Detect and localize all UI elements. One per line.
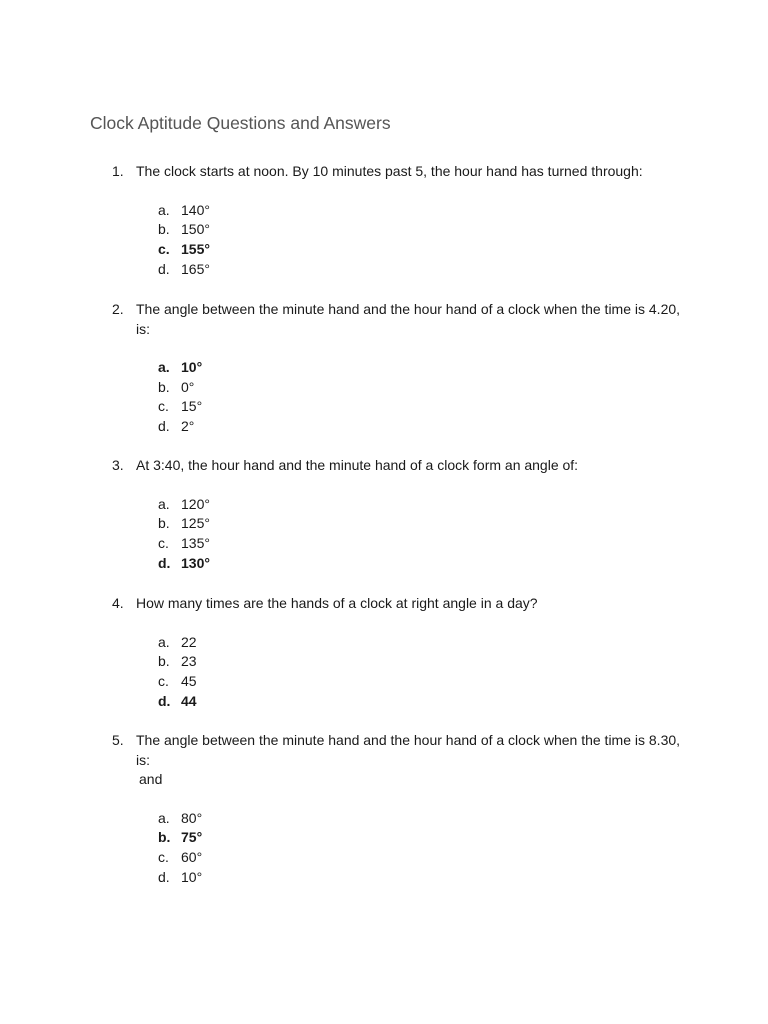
option-d	[158, 692, 682, 712]
question-number: 2.	[112, 301, 124, 317]
question-1	[112, 162, 682, 279]
option-letter: a.	[158, 201, 170, 218]
question-number: 5.	[112, 732, 124, 748]
option-value: 165°	[181, 260, 210, 277]
option-letter: a.	[158, 633, 170, 650]
option-value: 23	[181, 653, 197, 670]
option-letter: d.	[158, 868, 170, 885]
option-c	[158, 240, 682, 260]
question-number: 3.	[112, 457, 124, 473]
document-title: Clock Aptitude Questions and Answers	[90, 113, 391, 133]
option-value: 150°	[181, 221, 210, 238]
option-a	[158, 201, 682, 221]
option-value: 10°	[181, 359, 203, 375]
option-a	[158, 809, 682, 829]
option-value: 44	[181, 692, 197, 709]
question-5	[112, 731, 682, 887]
question-stem	[112, 300, 682, 339]
option-letter: c.	[158, 848, 169, 865]
question-2	[112, 300, 682, 437]
option-letter: d.	[158, 418, 170, 435]
question-stem	[112, 456, 682, 476]
option-value: 15°	[181, 398, 203, 415]
option-letter: b.	[158, 515, 170, 532]
option-value: 80°	[181, 809, 203, 826]
question-number: 1.	[112, 163, 124, 179]
question-text: At 3:40, the hour hand and the minute hand of a clock form an angle of:	[136, 457, 579, 473]
option-value: 0°	[181, 378, 195, 395]
option-c	[158, 848, 682, 868]
option-value: 22	[181, 633, 197, 650]
question-text: The angle between the minute hand and the hour hand of a clock when the time is 4.20, is:	[136, 301, 681, 337]
option-value: 75°	[181, 829, 203, 846]
option-letter: d.	[158, 260, 170, 277]
option-letter: c.	[158, 240, 170, 257]
answer-options	[112, 809, 682, 888]
question-stem	[112, 162, 682, 182]
option-d	[158, 260, 682, 280]
answer-options	[112, 495, 682, 574]
option-b	[158, 378, 682, 398]
option-letter: a.	[158, 809, 170, 826]
answer-options	[112, 201, 682, 280]
option-letter: c.	[158, 398, 169, 415]
option-letter: b.	[158, 221, 170, 238]
option-letter: c.	[158, 672, 169, 689]
option-c	[158, 672, 682, 692]
option-letter: a.	[158, 495, 170, 512]
answer-options	[112, 633, 682, 712]
answer-options	[112, 358, 682, 437]
option-b	[158, 220, 682, 240]
option-b	[158, 514, 682, 534]
question-4	[112, 594, 682, 711]
option-letter: a.	[158, 359, 170, 375]
option-letter: d.	[158, 554, 171, 571]
question-text: The angle between the minute hand and the hour hand of a clock when the time is 8.30, is:	[136, 732, 681, 768]
option-value: 120°	[181, 495, 210, 512]
option-a	[158, 633, 682, 653]
option-b	[158, 828, 682, 848]
question-number: 4.	[112, 595, 124, 611]
option-value: 140°	[181, 201, 210, 218]
option-letter: c.	[158, 534, 169, 551]
question-extra-text: and	[139, 771, 163, 787]
question-stem	[112, 594, 682, 614]
option-letter: b.	[158, 829, 171, 846]
option-value: 10°	[181, 868, 203, 885]
question-stem	[112, 731, 682, 770]
question-text: The clock starts at noon. By 10 minutes past 5, the hour hand has turned through:	[136, 163, 643, 179]
option-value: 2°	[181, 418, 195, 435]
option-a	[158, 358, 682, 378]
option-c	[158, 397, 682, 417]
option-value: 130°	[181, 554, 210, 571]
option-value: 45	[181, 672, 197, 689]
option-letter: b.	[158, 378, 170, 395]
option-c	[158, 534, 682, 554]
option-letter: d.	[158, 692, 171, 709]
question-3	[112, 456, 682, 573]
option-d	[158, 417, 682, 437]
option-a	[158, 495, 682, 515]
option-value: 135°	[181, 534, 210, 551]
option-value: 60°	[181, 848, 203, 865]
option-d	[158, 554, 682, 574]
option-b	[158, 652, 682, 672]
option-letter: b.	[158, 653, 170, 670]
option-value: 155°	[181, 240, 210, 257]
option-value: 125°	[181, 515, 210, 532]
option-d	[158, 868, 682, 888]
question-text: How many times are the hands of a clock at right angle in a day?	[136, 595, 538, 611]
